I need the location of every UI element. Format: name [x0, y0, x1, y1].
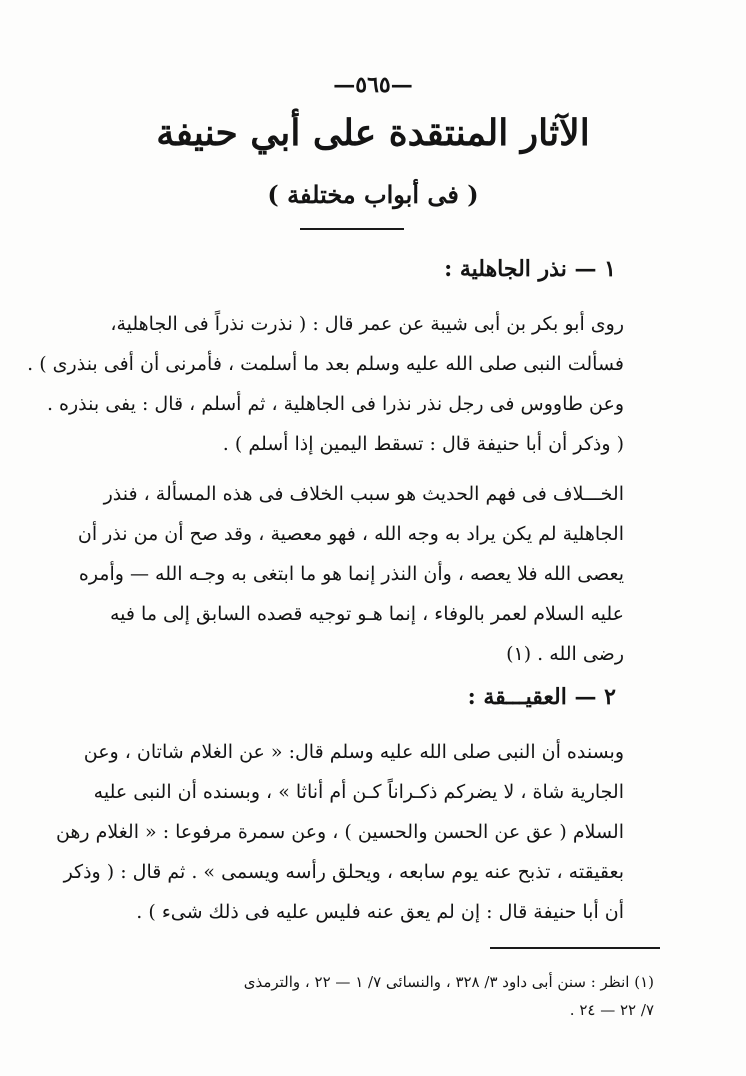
text-line: وبسنده أن النبى صلى الله عليه وسلم قال: « عن الغلام شاتان ، وعن: [83, 741, 624, 763]
footnote-line: ٧/ ٢٢ — ٢٤ .: [569, 1001, 654, 1019]
text-line: الجاهلية لم يكن يراد به وجه الله ، فهو معصية ، وقد صح أن من نذر أن: [77, 523, 624, 545]
text-line: ( وذكر أن أبا حنيفة قال : تسقط اليمين إذا أسلم ) .: [222, 433, 624, 455]
text-line: روى أبو بكر بن أبى شيبة عن عمر قال : ( نذرت نذراً فى الجاهلية،: [110, 313, 624, 335]
title-divider: [300, 228, 404, 230]
text-line: عليه السلام لعمر بالوفاء ، إنما هـو توجيه قصده السابق إلى ما فيه: [110, 603, 624, 625]
section-vows-narration: [27, 304, 624, 464]
text-line: أن أبا حنيفة قال : إن لم يعق عنه فليس عليه فى ذلك شىء ) .: [136, 901, 624, 923]
text-line: بعقيقته ، تذبح عنه يوم سابعه ، ويحلق رأسه ويسمى » . ثم قال : ( وذكر: [63, 861, 624, 883]
footnote-line: (١) انظر : سنن أبى داود ٣/ ٣٢٨ ، والنسائى ٧/ ١ — ٢٢ ، والترمذى: [243, 973, 654, 991]
text-line: الجارية شاة ، لا يضركم ذكـراناً كـن أم أناثا » ، وبسنده أن النبى عليه: [93, 781, 624, 803]
text-line: فسألت النبى صلى الله عليه وسلم بعد ما أسلمت ، فأمرنى أن أفى بنذرى ) .: [27, 353, 624, 375]
text-line: الخـــلاف فى فهم الحديث هو سبب الخلاف فى هذه المسألة ، فنذر: [103, 483, 624, 505]
section-vows-commentary: [77, 474, 624, 674]
text-line: السلام ( عق عن الحسن والحسين ) ، وعن سمرة مرفوعا : « الغلام رهن: [55, 821, 624, 843]
section-aqiqah-narration: [55, 732, 624, 932]
text-line: يعصى الله فلا يعصه ، وأن النذر إنما هو ما ابتغى به وجـه الله — وأمره: [78, 563, 624, 585]
footnote: [124, 968, 654, 1024]
footnote-divider: [490, 947, 660, 949]
page-subtitle: ( فى أبواب مختلفة ): [267, 180, 479, 209]
section-heading-aqiqah: ٢ — العقيـــقة :: [467, 684, 616, 710]
section-heading-vows: ١ — نذر الجاهلية :: [444, 256, 616, 282]
page-title: الآثار المنتقدة على أبي حنيفة: [156, 112, 590, 154]
text-line: رضى الله . (١): [506, 643, 624, 665]
page-number: —٥٦٥—: [333, 72, 413, 98]
text-line: وعن طاووس فى رجل نذر نذرا فى الجاهلية ، ثم أسلم ، قال : يفى بنذره .: [46, 393, 624, 415]
